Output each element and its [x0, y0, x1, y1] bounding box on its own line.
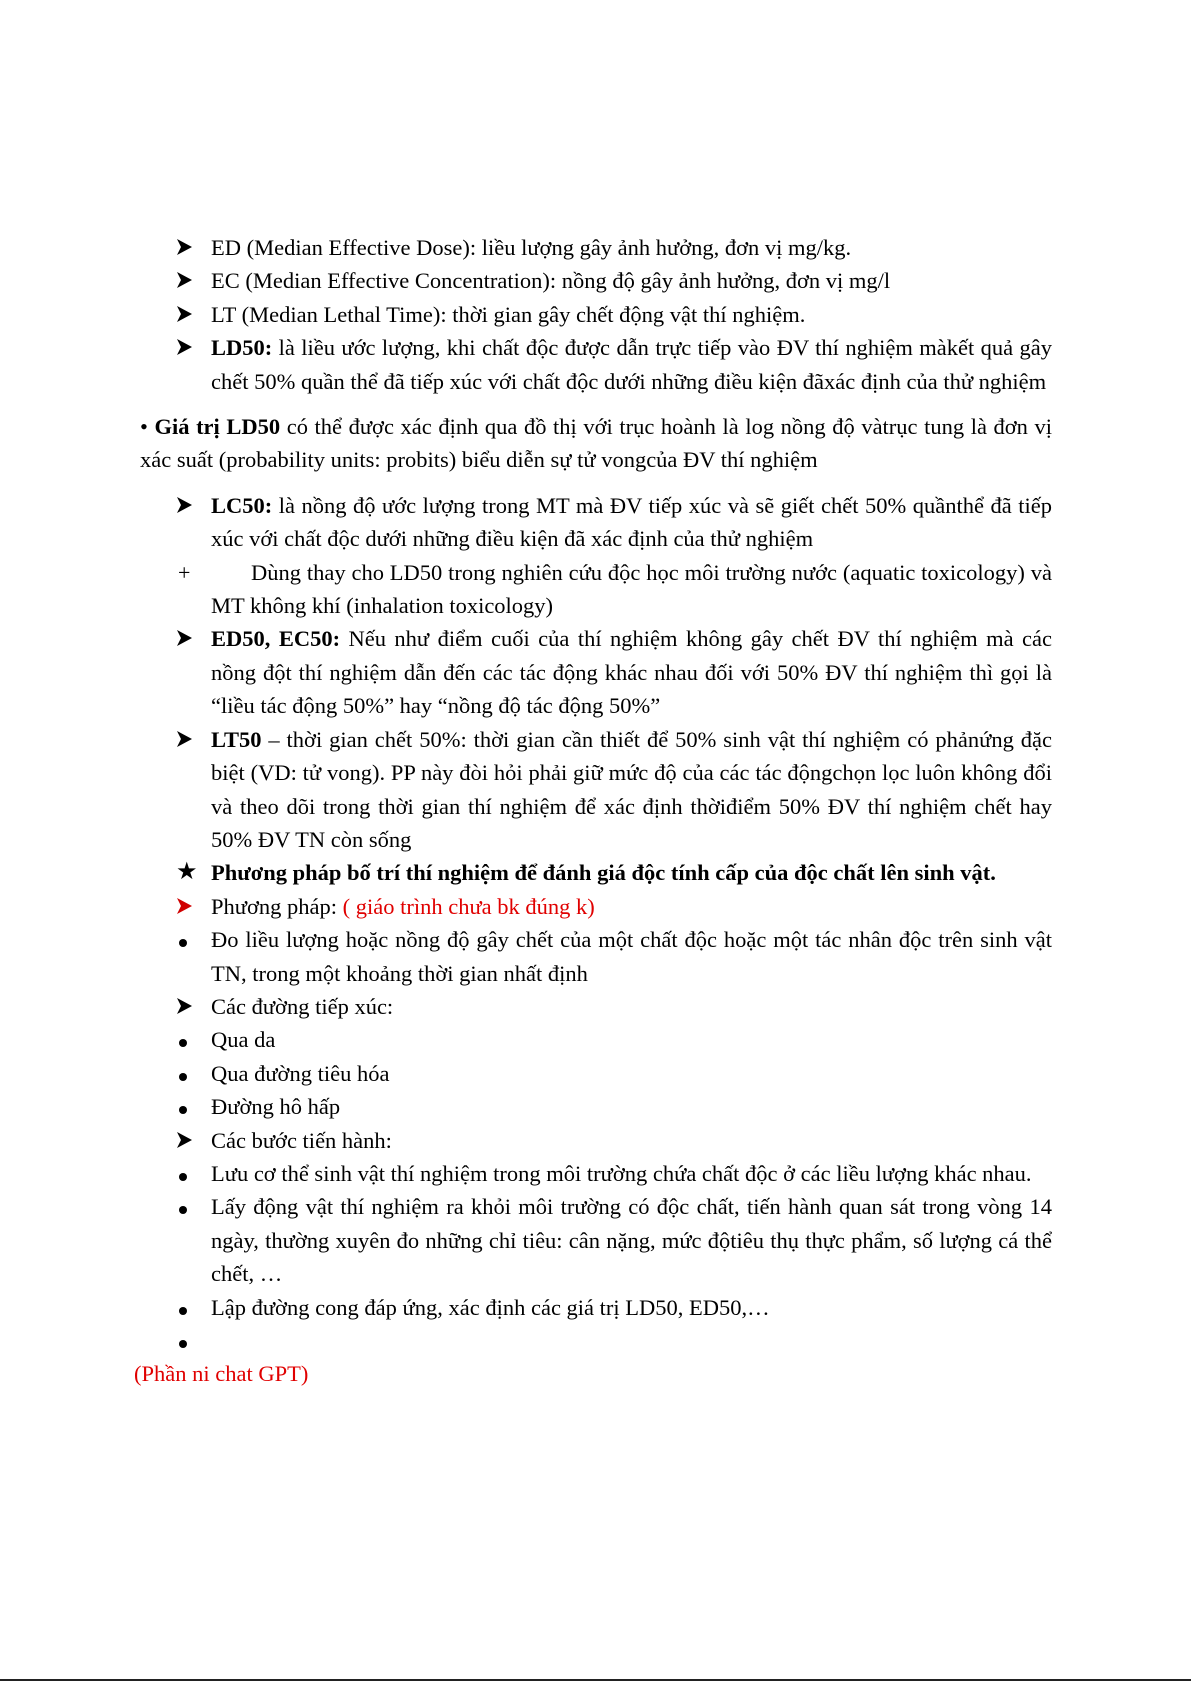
dot-bullet-icon [177, 1190, 201, 1223]
arrow-bullet-icon [177, 298, 201, 322]
arrow-bullet-icon [177, 1124, 201, 1148]
term-label: LT50 [211, 726, 262, 752]
arrow-bullet-icon [177, 264, 201, 288]
item-text [211, 1328, 217, 1353]
list-item-route [140, 1057, 1052, 1090]
item-text: Các bước tiến hành: [211, 1127, 392, 1153]
dot-bullet-icon [177, 1090, 201, 1123]
plus-bullet-icon: + [178, 559, 191, 585]
item-text: là liều ước lượng, khi chất độc được dẫn trực tiếp vào ĐV thí nghiệm màkết quả gây chết 50% quần thể đã tiếp xúc với chất độc dưới những điều kiện đãxác định của thử nghiệm [211, 335, 1052, 394]
item-text: Lấy động vật thí nghiệm ra khỏi môi trường có độc chất, tiến hành quan sát trong vòng 14 ngày, thường xuyên đo những chỉ tiêu: cân nặng, mức độtiêu thụ thực phẩm, số lượng cá thể chết, … [211, 1194, 1052, 1287]
list-item-method [140, 890, 1052, 923]
heading-text: Phương pháp bố trí thí nghiệm để đánh giá độc tính cấp của độc chất lên sinh vật. [211, 860, 996, 886]
list-item-step [140, 1291, 1052, 1324]
term-label: ED50, EC50: [211, 626, 341, 652]
item-text: Đường hô hấp [211, 1094, 341, 1120]
section-heading-method [140, 856, 1052, 889]
document-content [134, 231, 1052, 1391]
method-note: ( giáo trình chưa bk đúng k) [342, 893, 595, 919]
item-text: – thời gian chết 50%: thời gian cần thiết để 50% sinh vật thí nghiệm có phảnứng đặc biệt (VD: tử vong). PP này đòi hỏi phải giữ mức độ của các tác độngchọn lọc luôn không đổi và theo dõi trong thời gian thí nghiệm để xác định thờiđiểm 50% ĐV thí nghiệm chết hay 50% ĐV TN còn sống [211, 726, 1052, 852]
dot-bullet-icon [177, 1057, 201, 1090]
item-text: ED (Median Effective Dose): liều lượng gây ảnh hưởng, đơn vị mg/kg. [211, 235, 852, 260]
star-bullet-icon: ★ [176, 859, 198, 886]
paragraph-text: có thể được xác định qua đồ thị với trục hoành là log nồng độ vàtrục tung là đơn vị xác suất (probability units: probits) biểu diễn sự tử vongcủa ĐV thí nghiệm [140, 414, 1052, 473]
arrow-bullet-icon [177, 231, 201, 255]
item-text: Qua da [211, 1027, 276, 1053]
list-item-method-desc [140, 923, 1052, 990]
paragraph-ld50-value [140, 410, 1052, 477]
arrow-bullet-icon [177, 890, 201, 914]
dot-bullet-icon [177, 1157, 201, 1190]
list-item-ed50 [140, 622, 1052, 722]
list-item-steps-heading [140, 1124, 1052, 1157]
item-text: Các đường tiếp xúc: [211, 993, 394, 1019]
list-item-ld50 [140, 331, 1052, 398]
footnote: (Phần ni chat GPT) [134, 1361, 309, 1387]
item-text: Nếu như điểm cuối của thí nghiệm không gây chết ĐV thí nghiệm mà các nồng đột thí nghiệm dẫn đến các tác động khác nhau đối với 50% ĐV thí nghiệm thì gọi là “liều tác động 50%” hay “nồng độ tác động 50%” [211, 626, 1052, 719]
item-text: EC (Median Effective Concentration): nồng độ gây ảnh hưởng, đơn vị mg/l [211, 268, 891, 294]
dot-bullet-icon [177, 923, 201, 956]
arrow-bullet-icon [177, 723, 201, 747]
list-item-step [140, 1157, 1052, 1190]
list-item-ed [140, 231, 1052, 264]
arrow-bullet-icon [177, 622, 201, 646]
dot-bullet-icon [177, 1324, 201, 1357]
term-label: LD50: [211, 335, 273, 361]
page-bottom-rule [0, 1679, 1191, 1681]
list-item-ec [140, 264, 1052, 297]
list-item-step [140, 1190, 1052, 1290]
arrow-bullet-icon [177, 990, 201, 1014]
bullet-dot: • [140, 414, 148, 440]
item-text: Dùng thay cho LD50 trong nghiên cứu độc học môi trường nước (aquatic toxicology) và MT không khí (inhalation toxicology) [211, 559, 1052, 619]
arrow-bullet-icon [177, 331, 201, 355]
method-label: Phương pháp: [211, 893, 343, 919]
list-item-route [140, 1023, 1052, 1056]
list-item-plus [140, 556, 1052, 623]
term-label: Giá trị LD50 [154, 414, 281, 440]
item-text: Lập đường cong đáp ứng, xác định các giá trị LD50, ED50,… [211, 1294, 770, 1320]
item-text: Qua đường tiêu hóa [211, 1060, 390, 1086]
list-item-lt50 [140, 723, 1052, 857]
list-item-step-empty [140, 1324, 1052, 1357]
arrow-bullet-icon [177, 489, 201, 513]
list-item-route [140, 1090, 1052, 1123]
list-item-routes-heading [140, 990, 1052, 1023]
item-text: là nồng độ ước lượng trong MT mà ĐV tiếp xúc và sẽ giết chết 50% quầnthể đã tiếp xúc với chất độc dưới những điều kiện đã xác định của thử nghiệm [211, 492, 1052, 552]
dot-bullet-icon [177, 1291, 201, 1324]
item-text: Lưu cơ thể sinh vật thí nghiệm trong môi trường chứa chất độc ở các liều lượng khác nhau. [211, 1160, 1032, 1186]
item-text: LT (Median Lethal Time): thời gian gây chết động vật thí nghiệm. [211, 301, 806, 327]
list-item-lt [140, 298, 1052, 331]
dot-bullet-icon [177, 1023, 201, 1056]
item-text: Đo liều lượng hoặc nồng độ gây chết của một chất độc hoặc một tác nhân độc trên sinh vật TN, trong một khoảng thời gian nhất định [211, 927, 1052, 986]
term-label: LC50: [211, 492, 273, 518]
list-item-lc50 [140, 489, 1052, 556]
